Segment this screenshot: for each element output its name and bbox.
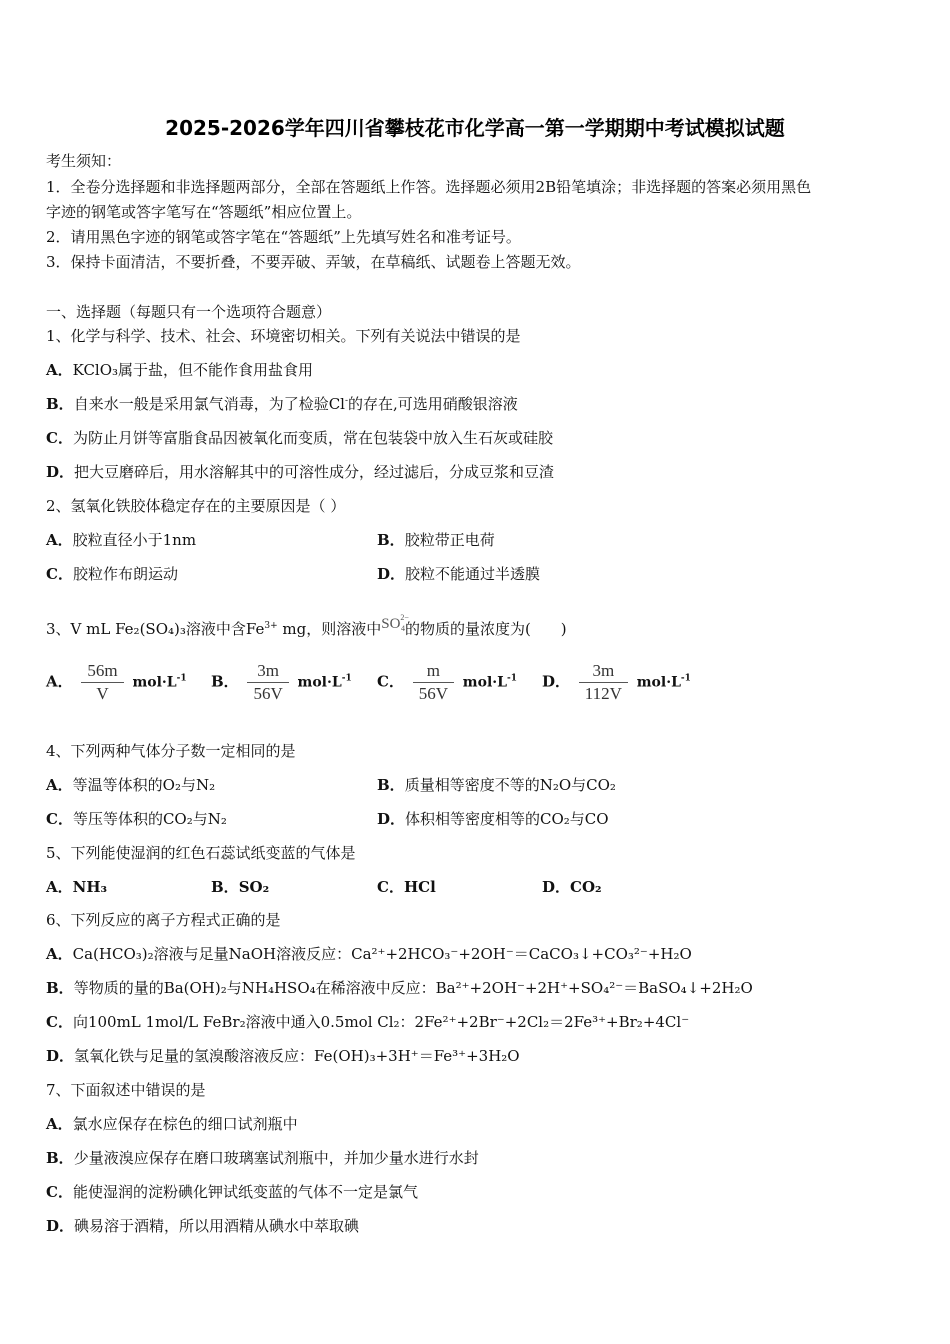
- q7-option-b: B．少量液溴应保存在磨口玻璃塞试剂瓶中，并加少量水进行水封: [46, 1149, 479, 1167]
- q2-option-d: D．胶粒不能通过半透膜: [377, 565, 541, 583]
- notice-heading: 考生须知：: [46, 152, 122, 170]
- q3-option-b: B． $\frac{3m}{56V}$ $mol\cdot L^{-1}$: [211, 661, 352, 703]
- q5-option-c: C．HCl: [377, 878, 436, 896]
- q5-stem: 5、下列能使湿润的红色石蕊试纸变蓝的气体是: [46, 844, 356, 862]
- q1-option-d: D．把大豆磨碎后，用水溶解其中的可溶性成分，经过滤后，分成豆浆和豆渣: [46, 463, 555, 481]
- q6-option-c: C．向100mL 1mol/L FeBr₂溶液中通入0.5mol Cl₂：2Fe²⁺+2Br⁻+2Cl₂＝2Fe³⁺+Br₂+4Cl⁻: [46, 1013, 690, 1031]
- q4-stem: 4、下列两种气体分子数一定相同的是: [46, 742, 296, 760]
- q3-fraction-b: $\frac{3m}{56V}$: [247, 660, 288, 705]
- notice-item-1-cont: 字迹的钢笔或答字笔写在“答题纸”相应位置上。: [46, 203, 362, 221]
- q7-option-c: C．能使湿润的淀粉碘化钾试纸变蓝的气体不一定是氯气: [46, 1183, 418, 1201]
- q5-option-d: D．CO₂: [542, 878, 602, 896]
- notice-item-3: 3．保持卡面清洁，不要折叠，不要弄破、弄皱，在草稿纸、试题卷上答题无效。: [46, 253, 581, 271]
- q1-option-a: A．KClO₃属于盐，但不能作食用盐食用: [46, 361, 314, 379]
- q6-option-a: A．Ca(HCO₃)₂溶液与足量NaOH溶液反应：Ca²⁺+2HCO₃⁻+2OH⁻＝CaCO₃↓+CO₃²⁻+H₂O: [46, 945, 692, 963]
- q3-stem: 3、V mL Fe₂(SO₄)₃溶液中含$Fe^{3+}$ mg，则溶液中$SO^{2-}_4$的物质的量浓度为( ): [46, 608, 567, 639]
- q7-option-d: D．碘易溶于酒精，所以用酒精从碘水中萃取碘: [46, 1217, 360, 1235]
- q3-fraction-c: $\frac{m}{56V}$: [413, 660, 454, 705]
- q3-fraction-d: $\frac{3m}{112V}$: [579, 660, 628, 705]
- q6-option-b: B．等物质的量的Ba(OH)₂与NH₄HSO₄在稀溶液中反应：Ba²⁺+2OH⁻+2H⁺+SO₄²⁻＝BaSO₄↓+2H₂O: [46, 979, 753, 997]
- q4-option-d: D．体积相等密度相等的CO₂与CO: [377, 810, 609, 828]
- q3-option-c: C． $\frac{m}{56V}$ $mol\cdot L^{-1}$: [377, 661, 517, 703]
- q2-stem: 2、氢氧化铁胶体稳定存在的主要原因是（ ）: [46, 497, 346, 515]
- q2-option-a: A．胶粒直径小于1nm: [46, 531, 197, 549]
- section-heading: 一、选择题（每题只有一个选项符合题意）: [46, 303, 332, 321]
- q5-option-b: B．SO₂: [211, 878, 270, 896]
- q3-option-d: D． $\frac{3m}{112V}$ $mol\cdot L^{-1}$: [542, 661, 691, 703]
- q7-option-a: A．氯水应保存在棕色的细口试剂瓶中: [46, 1115, 298, 1133]
- notice-item-2: 2．请用黑色字迹的钢笔或答字笔在“答题纸”上先填写姓名和准考证号。: [46, 228, 521, 246]
- q4-option-c: C．等压等体积的CO₂与N₂: [46, 810, 227, 828]
- page-title: 2025-2026学年四川省攀枝花市化学高一第一学期期中考试模拟试题: [165, 116, 785, 140]
- q3-fraction-a: $\frac{56m}{V}$: [81, 660, 123, 705]
- q1-option-b: B．自来水一般是采用氯气消毒，为了检验Cl-的存在,可选用硝酸银溶液: [46, 395, 518, 413]
- q4-option-a: A．等温等体积的O₂与N₂: [46, 776, 216, 794]
- q1-option-c: C．为防止月饼等富脂食品因被氧化而变质，常在包装袋中放入生石灰或硅胶: [46, 429, 553, 447]
- q5-option-a: A．NH₃: [46, 878, 108, 896]
- q7-stem: 7、下面叙述中错误的是: [46, 1081, 206, 1099]
- q6-stem: 6、下列反应的离子方程式正确的是: [46, 911, 281, 929]
- q6-option-d: D．氢氧化铁与足量的氢溴酸溶液反应：Fe(OH)₃+3H⁺＝Fe³⁺+3H₂O: [46, 1047, 520, 1065]
- q2-option-b: B．胶粒带正电荷: [377, 531, 495, 549]
- sulfate-ion: $SO^{2-}_4$: [381, 613, 409, 633]
- q2-option-c: C．胶粒作布朗运动: [46, 565, 178, 583]
- notice-item-1: 1．全卷分选择题和非选择题两部分，全部在答题纸上作答。选择题必须用2B铅笔填涂；非选择题的答案必须用黑色: [46, 178, 812, 196]
- q1-stem: 1、化学与科学、技术、社会、环境密切相关。下列有关说法中错误的是: [46, 327, 521, 345]
- q4-option-b: B．质量相等密度不等的N₂O与CO₂: [377, 776, 616, 794]
- q3-option-a: A． $\frac{56m}{V}$ $mol\cdot L^{-1}$: [46, 661, 187, 703]
